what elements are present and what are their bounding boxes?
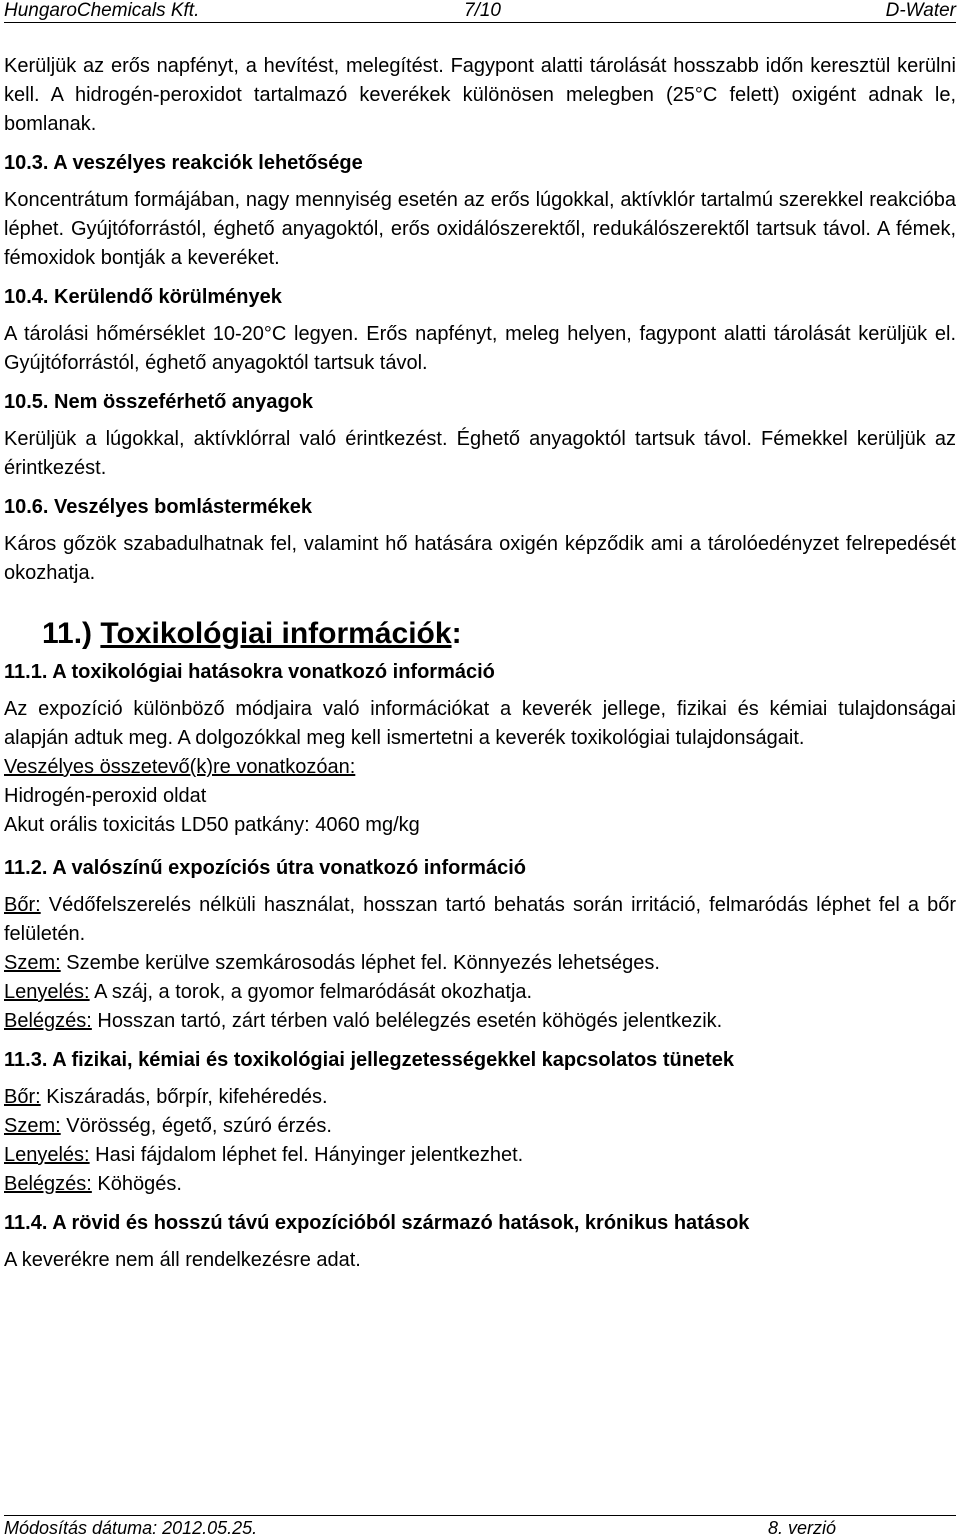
section-11-2-heading: 11.2. A valószínű expozíciós útra vonatkozó információ bbox=[4, 857, 526, 879]
hazardous-component-name: Hidrogén-peroxid oldat bbox=[4, 785, 207, 807]
section-10-4-heading: 10.4. Kerülendő körülmények bbox=[4, 286, 282, 308]
section-10-6-text: Káros gőzök szabadulhatnak fel, valamint hő hatására oxigén képződik ami a tárolóedényzet felrepedését okozhatja. bbox=[4, 533, 956, 584]
exposure-route-text: A száj, a torok, a gyomor felmaródását okozhatja. bbox=[89, 981, 533, 1003]
symptom-label: Bőr: bbox=[4, 1086, 41, 1108]
section-10-6-heading: 10.6. Veszélyes bomlástermékek bbox=[4, 496, 312, 518]
section-11-4-heading: 11.4. A rövid és hosszú távú expozícióból származó hatások, krónikus hatások bbox=[4, 1212, 750, 1234]
page-header bbox=[4, 0, 956, 23]
exposure-route-label: Szem: bbox=[4, 952, 61, 974]
symptom-text: Köhögés. bbox=[91, 1173, 182, 1195]
section-11-number: 11.) bbox=[42, 617, 93, 650]
section-10-4-text: A tárolási hőmérséklet 10-20°C legyen. Erős napfényt, meleg helyen, fagypont alatti tárolását kerüljük el. Gyújtóforrástól, éghető anyagoktól tartsuk távol. bbox=[4, 323, 956, 374]
section-10-5-text: Kerüljük a lúgokkal, aktívklórral való érintkezést. Éghető anyagoktól tartsuk távol. Fémekkel kerüljük az érintkezést. bbox=[4, 428, 956, 479]
symptom-label: Lenyelés: bbox=[4, 1144, 90, 1166]
section-11-heading bbox=[42, 614, 956, 654]
symptom-item bbox=[4, 1170, 956, 1199]
exposure-route-item bbox=[4, 949, 956, 978]
exposure-route-item bbox=[4, 891, 956, 949]
header-product: D-Water bbox=[885, 0, 956, 21]
section-11-title: Toxikológiai információk bbox=[100, 617, 452, 650]
symptom-item bbox=[4, 1141, 956, 1170]
header-page-number: 7/10 bbox=[464, 0, 501, 21]
hazardous-components-label: Veszélyes összetevő(k)re vonatkozóan: bbox=[4, 756, 356, 778]
exposure-route-item bbox=[4, 978, 956, 1007]
symptom-text: Kiszáradás, bőrpír, kifehéredés. bbox=[40, 1086, 328, 1108]
symptom-text: Vörösség, égető, szúró érzés. bbox=[60, 1115, 332, 1137]
exposure-route-label: Bőr: bbox=[4, 894, 41, 916]
section-10-3-heading: 10.3. A veszélyes reakciók lehetősége bbox=[4, 152, 363, 174]
page-footer bbox=[4, 1515, 956, 1538]
symptom-item bbox=[4, 1112, 956, 1141]
acute-oral-toxicity: Akut orális toxicitás LD50 patkány: 4060 mg/kg bbox=[4, 814, 420, 836]
exposure-route-text: Védőfelszerelés nélküli használat, hosszan tartó behatás során irritáció, felmaródás léphet fel a bőr felületén. bbox=[4, 894, 956, 945]
exposure-route-text: Hosszan tartó, zárt térben való belélegzés esetén köhögés jelentkezik. bbox=[91, 1010, 723, 1032]
section-10-3-text: Koncentrátum formájában, nagy mennyiség esetén az erős lúgokkal, aktívklór tartalmú szerekkel reakcióba léphet. Gyújtóforrástól, éghető anyagoktól, erős oxidálószerektől, redukálószerektől tartsuk távol. A fémek, fémoxidok bontják a keveréket. bbox=[4, 189, 956, 269]
symptom-item bbox=[4, 1083, 956, 1112]
symptom-text: Hasi fájdalom léphet fel. Hányinger jelentkezhet. bbox=[89, 1144, 524, 1166]
section-11-1-heading: 11.1. A toxikológiai hatásokra vonatkozó információ bbox=[4, 661, 495, 683]
exposure-route-label: Belégzés: bbox=[4, 1010, 92, 1032]
document-body bbox=[4, 52, 956, 1275]
footer-version: 8. verzió bbox=[768, 1518, 837, 1538]
section-11-colon: : bbox=[451, 617, 462, 650]
symptom-label: Belégzés: bbox=[4, 1173, 92, 1195]
section-10-5-heading: 10.5. Nem összeférhető anyagok bbox=[4, 391, 314, 413]
section-10-2-text: Kerüljük az erős napfényt, a hevítést, melegítést. Fagypont alatti tárolását hosszabb időn keresztül kerülni kell. A hidrogén-peroxidot tartalmazó keverékek különösen melegben (25°C felett) oxigént adnak le, bomlanak. bbox=[4, 55, 956, 135]
section-11-1-text: Az expozíció különböző módjaira való információkat a keverék jellege, fizikai és kémiai tulajdonságai alapján adtuk meg. A dolgozókkal meg kell ismertetni a keverék toxikológiai tulajdonságait. bbox=[4, 698, 956, 749]
section-11-4-text: A keverékre nem áll rendelkezésre adat. bbox=[4, 1249, 361, 1271]
header-company: HungaroChemicals Kft. bbox=[4, 0, 200, 21]
footer-modified-date: Módosítás dátuma: 2012.05.25. bbox=[4, 1518, 258, 1538]
exposure-route-item bbox=[4, 1007, 956, 1036]
symptom-label: Szem: bbox=[4, 1115, 61, 1137]
exposure-route-text: Szembe kerülve szemkárosodás léphet fel. Könnyezés lehetséges. bbox=[60, 952, 660, 974]
exposure-route-label: Lenyelés: bbox=[4, 981, 90, 1003]
section-11-3-heading: 11.3. A fizikai, kémiai és toxikológiai jellegzetességekkel kapcsolatos tünetek bbox=[4, 1049, 734, 1071]
